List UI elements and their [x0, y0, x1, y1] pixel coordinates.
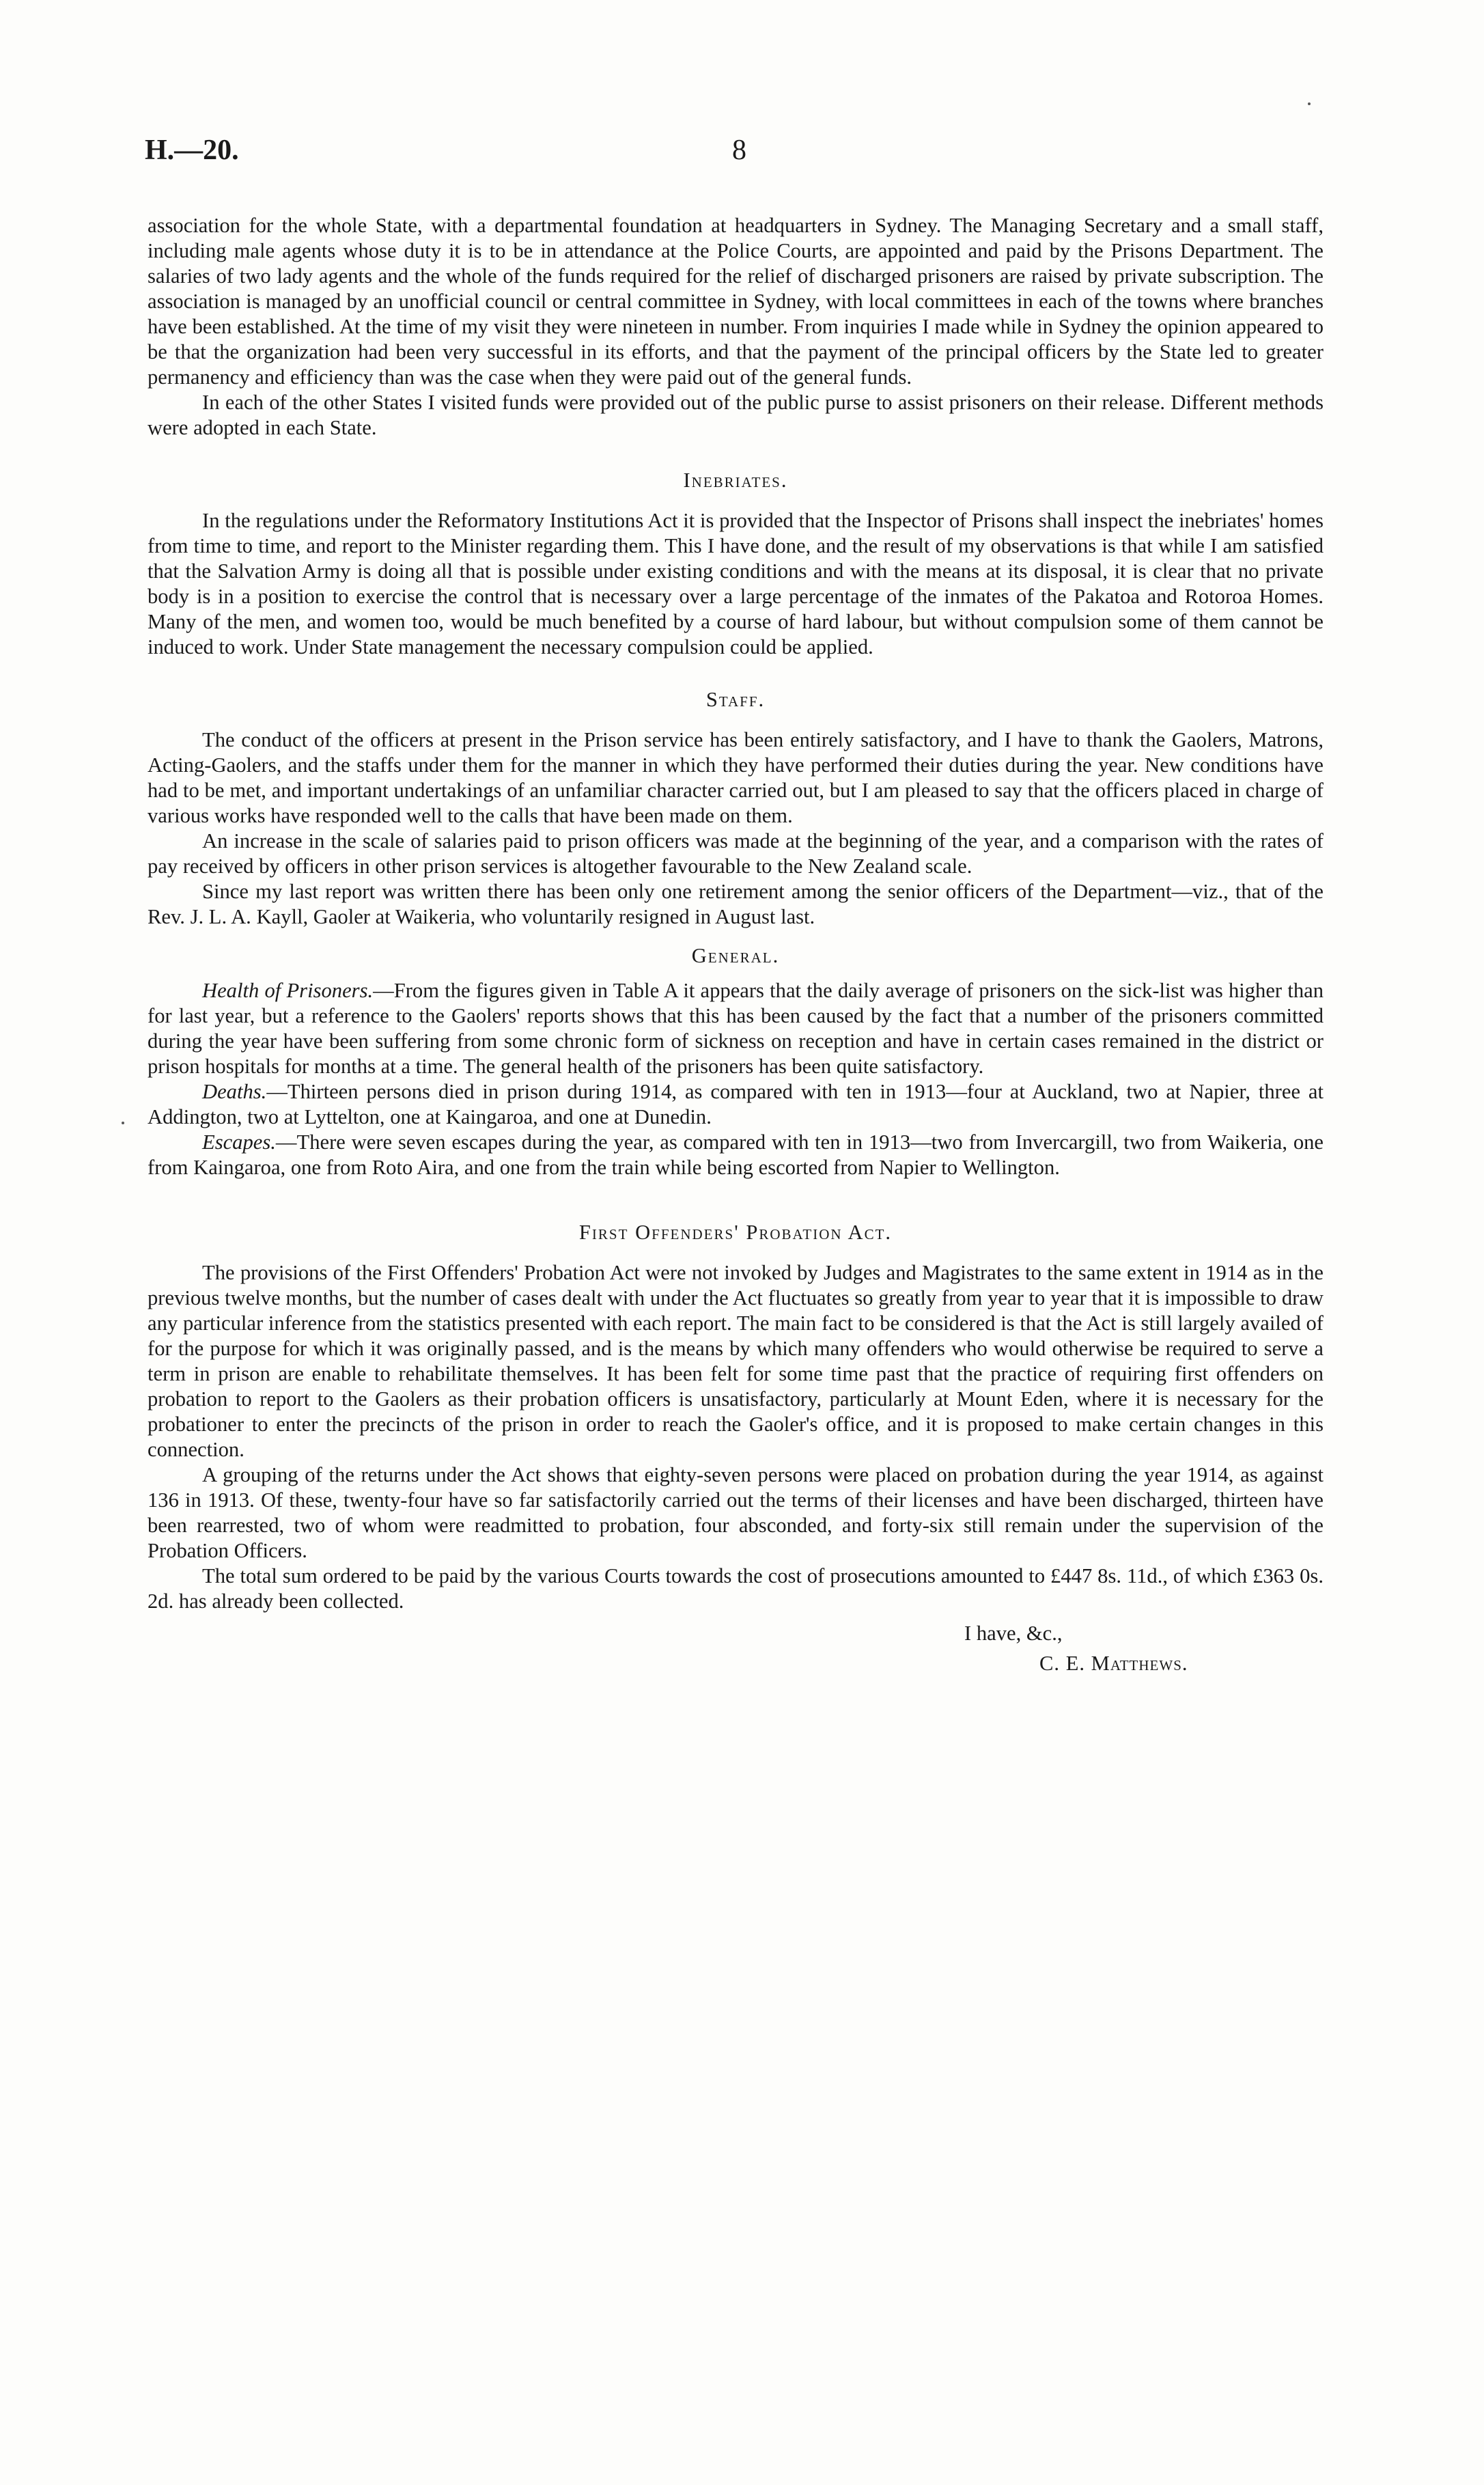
sidehead-deaths: Deaths.	[202, 1080, 267, 1103]
section-heading-probation: First Offenders' Probation Act.	[578, 1221, 893, 1244]
document-reference: H.—20.	[145, 135, 239, 166]
signature: C. E. Matthews.	[1039, 1652, 1188, 1675]
body-text	[148, 213, 1324, 1682]
paragraph: A grouping of the returns under the Act shows that eighty-seven persons were placed on probation during the year 1914, as against 136 in 1913. Of these, twenty-four have so far satisfactorily carried out the terms of their licenses and have been discharged, thirteen have been rearrested, two of whom were readmitted to probation, four absconded, and forty-six still remain under the supervision of the Probation Officers.	[148, 1463, 1324, 1562]
section-heading-inebriates: Inebriates.	[683, 469, 788, 492]
paragraph-continued: association for the whole State, with a departmental foundation at headquarters in Sydney. The Managing Secretary and a small staff, including male agents whose duty it is to be in attendance at the Police Courts, are appointed and paid by the Prisons Department. The salaries of two lady agents and the whole of the funds required for the relief of discharged prisoners are raised by private subscription. The association is managed by an unofficial council or central committee in Sydney, with local committees in each of the towns where branches have been established. At the time of my visit they were nineteen in number. From inquiries I made while in Sydney the opinion appeared to be that the organization had been very successful in its efforts, and that the payment of the principal officers by the State led to greater permanency and efficiency than was the case when they were paid out of the general funds.	[148, 214, 1324, 389]
paragraph: Since my last report was written there has been only one retirement among the senior officers of the Department—viz., that of the Rev. J. L. A. Kayll, Gaoler at Waikeria, who voluntarily resigned in August last.	[148, 880, 1324, 928]
paragraph: An increase in the scale of salaries paid to prison officers was made at the beginning of the year, and a comparison with the rates of pay received by officers in other prison services is altogether favourable to the New Zealand scale.	[148, 829, 1324, 878]
paragraph-health	[148, 978, 1324, 1079]
paragraph: The total sum ordered to be paid by the various Courts towards the cost of prosecutions amounted to £447 8s. 11d., of which £363 0s. 2d. has already been collected.	[148, 1564, 1324, 1613]
section-heading-staff: Staff.	[705, 688, 766, 711]
sidehead-health: Health of Prisoners.	[202, 979, 374, 1002]
paragraph: In each of the other States I visited funds were provided out of the public purse to assist prisoners on their release. Different methods were adopted in each State.	[148, 391, 1324, 439]
page-number: 8	[732, 135, 746, 166]
closing-block	[148, 1621, 1324, 1682]
scan-speck	[122, 1122, 124, 1124]
paragraph-escapes	[148, 1130, 1324, 1180]
sidehead-escapes: Escapes.	[202, 1130, 276, 1154]
paragraph: In the regulations under the Reformatory Institutions Act it is provided that the Inspector of Prisons shall inspect the inebriates' homes from time to time, and report to the Minister regarding them. This I have done, and the result of my observations is that while I am satisfied that the Salvation Army is doing all that is possible under existing conditions and with the means at its disposal, it is clear that no private body is in a position to exercise the control that is necessary over a large percentage of the inmates of the Pakatoa and Rotoroa Homes. Many of the men, and women too, would be much benefited by a course of hard labour, but without compulsion some of them cannot be induced to work. Under State management the necessary compulsion could be applied.	[148, 509, 1324, 658]
deaths-text: —Thirteen persons died in prison during 1914, as compared with ten in 1913—four at Auckland, two at Napier, three at Addington, two at Lyttelton, one at Kaingaroa, and one at Dunedin.	[148, 1080, 1324, 1128]
scan-speck	[1308, 102, 1311, 105]
escapes-text: —There were seven escapes during the year, as compared with ten in 1913—two from Invercargill, two from Waikeria, one from Kaingaroa, one from Roto Aira, and one from the train while being escorted from Napier to Wellington.	[148, 1130, 1324, 1179]
paragraph-deaths	[148, 1079, 1324, 1130]
health-text: —From the figures given in Table A it appears that the daily average of prisoners on the sick-list was higher than for last year, but a reference to the Gaolers' reports shows that this has been caused by the fact that a number of the prisoners committed during the year have been suffering from some chronic form of sickness on reception and have in certain cases remained in the district or prison hospitals for months at a time. The general health of the prisoners has been quite satisfactory.	[148, 979, 1324, 1078]
page-header	[145, 134, 1306, 175]
paragraph: The conduct of the officers at present in the Prison service has been entirely satisfactory, and I have to thank the Gaolers, Matrons, Acting-Gaolers, and the staffs under them for the manner in which they have performed their duties during the year. New conditions have had to be met, and important undertakings of an unfamiliar character carried out, but I am pleased to say that the officers placed in charge of various works have responded well to the calls that have been made on them.	[148, 728, 1324, 827]
salutation: I have, &c.,	[964, 1622, 1063, 1645]
section-heading-general: General.	[691, 944, 780, 967]
paragraph: The provisions of the First Offenders' Probation Act were not invoked by Judges and Magistrates to the same extent in 1914 as in the previous twelve months, but the number of cases dealt with under the Act fluctuates so greatly from year to year that it is impossible to draw any particular inference from the statistics presented with each report. The main fact to be considered is that the Act is still largely availed of for the purpose for which it was originally passed, and is the means by which many offenders who would otherwise be required to serve a term in prison are enable to rehabilitate themselves. It has been felt for some time past that the practice of requiring first offenders on probation to report to the Gaolers as their probation officers is unsatisfactory, particularly at Mount Eden, where it is necessary for the probationer to enter the precincts of the prison in order to reach the Gaoler's office, and it is proposed to make certain changes in this connection.	[148, 1261, 1324, 1461]
